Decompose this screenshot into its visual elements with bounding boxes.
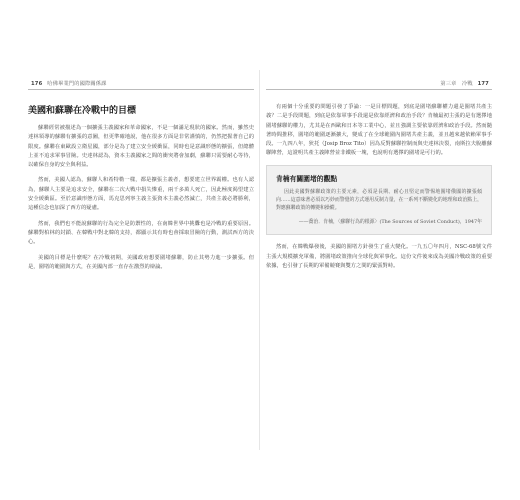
paragraph: 美國的目標是什麼呢？在冷戰初期，美國政府想要圍堵蘇聯，防止其勢力進一步擴張。但是，圍堵的範圍與方式，在美國內部一直存在激烈的辯論。 xyxy=(28,254,254,270)
left-page-number: 176 xyxy=(31,81,43,87)
right-header-rule xyxy=(266,89,492,90)
right-running-head xyxy=(440,80,492,87)
left-header-rule xyxy=(28,89,254,90)
quote-box xyxy=(266,165,492,236)
right-page-number: 177 xyxy=(477,81,489,87)
quote-box-title: 肯楠有關圍堵的觀點 xyxy=(276,174,338,183)
left-book-title: 哈佛畢業門的國際關係課 xyxy=(47,81,107,87)
paragraph: 然而，在韓戰爆發後，美國的圍堵方針發生了重大變化。一九五〇年四月，NSC-68號文件主張大規模擴充軍備，將圍堵政策推向全球化與軍事化。這份文件後來成為美國冷戰政策的重要依據，也引發了長期的軍備競賽與雙方之間的緊張對峙。 xyxy=(266,244,492,269)
gutter-divider xyxy=(259,70,260,450)
right-chapter-title: 第三章 冷戰 xyxy=(440,81,473,87)
left-running-head xyxy=(28,80,107,87)
quote-attribution: ——喬治．肯楠，〈蘇聯行為的根源〉(The Sources of Soviet Conduct)，1947年 xyxy=(298,219,482,226)
right-page-content xyxy=(266,103,492,277)
left-page-content xyxy=(28,103,254,278)
paragraph: 然而，我們也不能說蘇聯的行為完全是防禦性的，在南韓世界中挑釁也是冷戰的重要原因。蘇聯對柏林的封鎖、在韓戰中對北韓的支持，都顯示其有時也會採取冒險的行動，測試西方的決心。 xyxy=(28,220,254,246)
paragraph: 蘇聯經常被描述為一個擴張主義國家和革命國家，不是一個滿足現狀的國家。然而，雖然史達林領導的蘇聯有擴張的意圖，但更準確地說，他在很多方面是非常謹慎的，仍然把握著自己的限度。蘇聯在東歐設立衛星國，部分是為了建立安全緩衝區，同時也是意識形態的擴張，但總體上並不追求軍事冒險。史達林認為，資本主義國家之間的衝突將會加劇，蘇聯只需要耐心等待，以確保自身的安全與利益。 xyxy=(28,125,254,169)
paragraph: 然而，美國人認為，蘇聯人和希特勒一樣，都是擴張主義者，想要建立世界霸權。也有人認為，蘇聯人主要是追求安全，蘇聯在二次大戰中損失慘重，兩千多萬人死亡，因此極度渴望建立安全緩衝區。至於意識形態方面，馬克思列寧主義主張資本主義必然滅亡，共產主義必將勝利，這種信念也加深了西方的疑慮。 xyxy=(28,177,254,212)
section-title: 美國和蘇聯在冷戰中的目標 xyxy=(28,106,137,116)
quote-box-text: 因此美國對蘇聯政策的主要元素，必須是長期、耐心且堅定而警惕地圍堵俄國的擴張傾向……這意味著必須以巧妙而警覺的方式運用反制力量，在一系列不斷變化的地理和政治點上，對應蘇聯政策的轉變和操縱。 xyxy=(276,188,482,212)
paragraph: 有兩個十分重要的問題引發了爭論：一是目標問題，到底是圍堵蘇聯權力還是圍堵共產主義？二是手段問題，到底是依靠軍事手段還是依靠經濟和政治手段？肯楠最初主張的是有選擇地圍堵蘇聯的權力，尤其是在西歐和日本等工業中心，並且強調主要依靠經濟和政治手段。然而隨著時間推移，圍堵的範圍逐漸擴大，變成了在全球範圍內圍堵共產主義，並且越來越依賴軍事手段。一九四八年，狄托（Josip Broz Tito）因為反對蘇聯控制而與史達林決裂，南斯拉夫脫離蘇聯陣營，這證明共產主義陣營並非鐵板一塊，也說明有選擇的圍堵是可行的。 xyxy=(266,104,492,157)
